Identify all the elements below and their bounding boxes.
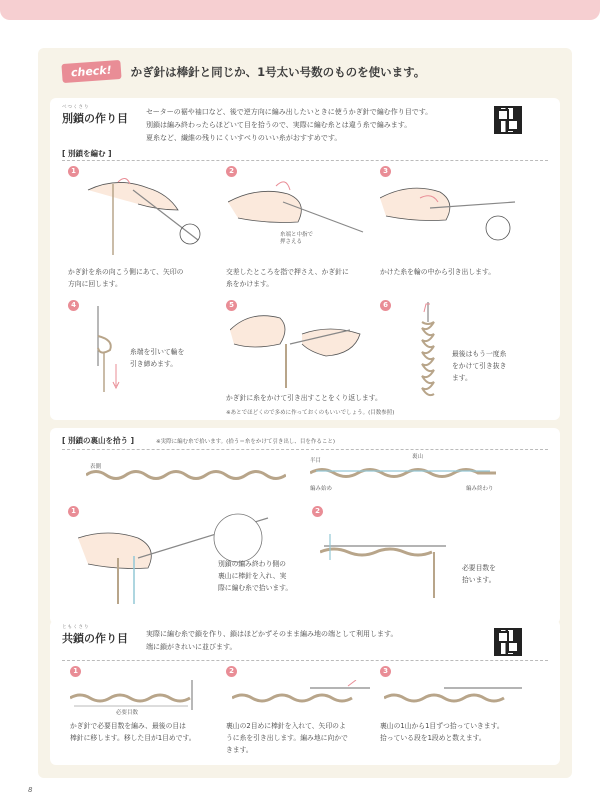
step-number-badge: 2 <box>226 666 237 677</box>
step-number-badge: 2 <box>226 166 237 177</box>
caption-line: 拾っている段を1段めと数えます。 <box>380 734 486 742</box>
common-step3-illustration <box>384 680 524 710</box>
diagram-label-start: 編み始め <box>310 486 333 492</box>
step-number-badge: 1 <box>70 666 81 677</box>
section1-title: 別鎖の作り目 <box>62 112 128 125</box>
step1-hand-illustration <box>78 170 208 260</box>
common-step1-illustration <box>70 680 210 710</box>
caption-line: 引き締めます。 <box>130 360 178 368</box>
pickup-step1-caption <box>218 558 292 594</box>
chain-front-diagram <box>86 468 286 482</box>
caption-line: 裏山に棒針を入れ、実 <box>218 572 287 580</box>
qr-code-icon[interactable] <box>494 106 522 134</box>
caption-line: 棒針に移します。移した目が1目めです。 <box>70 734 196 742</box>
section3-desc-line: 実際に編む糸で鎖を作り、鎖はほどかずそのまま編み地の端として利用します。 <box>146 630 398 638</box>
step-number-badge: 3 <box>380 666 391 677</box>
step5-hand-illustration <box>230 304 370 390</box>
common-step2-illustration <box>232 680 372 710</box>
step4-yarn-illustration <box>84 306 134 396</box>
dashed-divider <box>62 160 548 161</box>
section2-sub-label: [ 別鎖の裏山を拾う ] <box>62 436 135 445</box>
caption-line: 糸端を引いて輪を <box>130 348 185 356</box>
caption-line: かぎ針で必要目数を編み、最後の目は <box>70 722 186 730</box>
caption-line: 裏山の1山から1目ずつ拾っていきます。 <box>380 722 504 730</box>
dashed-divider <box>62 449 548 450</box>
step-number-badge: 6 <box>380 300 391 311</box>
caption-line: きます。 <box>226 746 253 754</box>
dashed-divider <box>62 660 548 661</box>
top-color-band <box>0 0 600 20</box>
check-badge: check! <box>61 60 121 83</box>
section1-description <box>146 106 486 145</box>
step1-caption <box>68 266 183 290</box>
caption-line: うに糸を引き出します。編み地に向かで <box>226 734 348 742</box>
chain-back-diagram <box>310 464 496 482</box>
common-step1-caption <box>70 720 196 744</box>
caption-line: かぎ針に糸をかけて引き出すことをくり返します。 <box>226 394 382 402</box>
section1-ruby: べつくさり <box>62 105 90 110</box>
section1-desc-line: 別鎖は編み終わったらほどいて目を拾うので、実際に編む糸とは違う糸で編みます。 <box>146 121 412 129</box>
caption-line: 拾います。 <box>462 576 496 584</box>
caption-line: をかけて引き抜き <box>452 362 507 370</box>
caption-line: 裏山の2目めに棒針を入れて、矢印のよ <box>226 722 346 730</box>
caption-line: 別鎖の編み終わり側の <box>218 560 286 568</box>
caption-line: かぎ針を糸の向こう側にあて、矢印の <box>68 268 184 276</box>
diagram-label-front: 表側 <box>90 464 102 470</box>
step5-caption <box>226 392 382 404</box>
diagram-label-half-stitch: 半目 <box>310 458 322 464</box>
page-number: 8 <box>28 786 33 794</box>
caption-line: 交差したところを指で押さえ、かぎ針に <box>226 268 349 276</box>
qr-code-icon[interactable] <box>494 628 522 656</box>
section1-sub-label: [ 別鎖を編む ] <box>62 149 112 158</box>
caption-line: 糸をかけます。 <box>226 280 274 288</box>
check-text: かぎ針は棒針と同じか、1号太い号数のものを使います。 <box>130 64 426 79</box>
caption-line: 際に編む糸で拾います。 <box>218 584 293 592</box>
note-line: 押さえる <box>280 239 303 245</box>
section3-description <box>146 628 486 654</box>
step-number-badge: 4 <box>68 300 79 311</box>
caption-line: ます。 <box>452 374 472 382</box>
step6-caption <box>452 348 506 384</box>
pickup-step2-caption <box>462 562 496 586</box>
section1-desc-line: セーターの裾や袖口など、後で逆方向に編み出したいときに使うかぎ針で編む作り目です。 <box>146 108 433 116</box>
step5-small-note: ※あとでほどくので多めに作っておくのもいいでしょう。(目数参照) <box>226 410 395 416</box>
common-step3-caption <box>380 720 504 744</box>
diagram-label-end: 編み終わり <box>466 486 494 492</box>
step2-illustration-note <box>280 232 313 246</box>
step6-chain-illustration <box>410 302 440 412</box>
section1-desc-line: 夏糸など、繊維の残りにくいすべりのいい糸がおすすめです。 <box>146 134 342 142</box>
check-header <box>62 62 425 81</box>
step3-caption <box>380 266 495 278</box>
note-line: 糸端と中指で <box>280 232 314 238</box>
common-step2-caption <box>226 720 348 756</box>
common-step1-illustration-note: 必要目数 <box>116 710 139 716</box>
step-number-badge: 1 <box>68 166 79 177</box>
step2-caption <box>226 266 349 290</box>
diagram-label-back-bump: 裏山 <box>412 454 424 460</box>
section3-desc-line: 端に鎖がきれいに並びます。 <box>146 643 237 651</box>
step4-caption <box>130 346 184 370</box>
section3-title: 共鎖の作り目 <box>62 632 128 645</box>
step-number-badge: 5 <box>226 300 237 311</box>
step3-hand-illustration <box>380 172 520 258</box>
section3-ruby: ともくさり <box>62 625 90 630</box>
step-number-badge: 2 <box>312 506 323 517</box>
caption-line: 最後はもう一度糸 <box>452 350 507 358</box>
pickup-step2-illustration <box>320 530 450 600</box>
caption-line: かけた糸を輪の中から引き出します。 <box>380 268 496 276</box>
caption-line: 必要目数を <box>462 564 496 572</box>
section2-sub-note: ※実際に編む糸で拾います。(拾う＝糸をかけて引き出し、目を作ること) <box>156 439 335 445</box>
step-number-badge: 1 <box>68 506 79 517</box>
step-number-badge: 3 <box>380 166 391 177</box>
caption-line: 方向に回します。 <box>68 280 122 288</box>
